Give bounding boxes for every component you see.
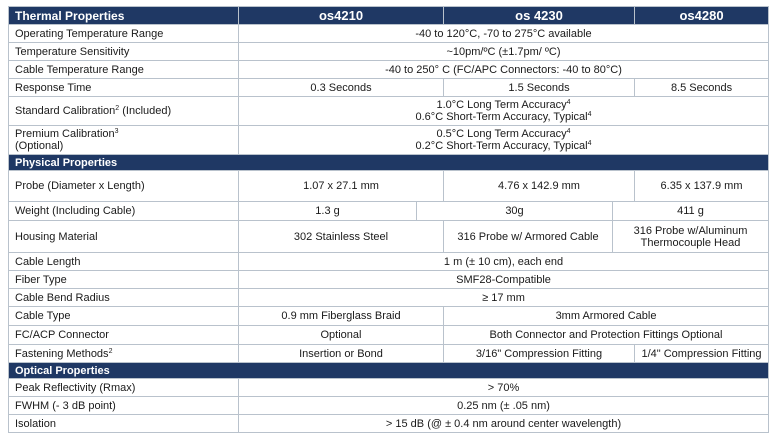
cable-length-label: Cable Length xyxy=(9,253,239,271)
weight-os4280: 411 g xyxy=(613,202,769,221)
table-row xyxy=(9,253,769,271)
table-row xyxy=(9,379,769,397)
housing-os4210: 302 Stainless Steel xyxy=(239,221,444,253)
table-header-row xyxy=(9,7,769,25)
probe-os4230: 4.76 x 142.9 mm xyxy=(444,171,635,202)
isolation-label: Isolation xyxy=(9,415,239,433)
bend-radius-value: ≥ 17 mm xyxy=(239,289,769,307)
connector-os4230-os4280: Both Connector and Protection Fittings Optional xyxy=(444,326,769,345)
temperature-sensitivity-label: Temperature Sensitivity xyxy=(9,43,239,61)
fwhm-value: 0.25 nm (± .05 nm) xyxy=(239,397,769,415)
table-row xyxy=(9,307,769,326)
table-row xyxy=(9,221,769,253)
section-header-row xyxy=(9,363,769,379)
table-row xyxy=(9,289,769,307)
table-row xyxy=(9,171,769,202)
table-row xyxy=(9,345,769,363)
cable-type-os4210: 0.9 mm Fiberglass Braid xyxy=(239,307,444,326)
connector-label: FC/ACP Connector xyxy=(9,326,239,345)
housing-os4230: 316 Probe w/ Armored Cable xyxy=(444,221,613,253)
response-time-label: Response Time xyxy=(9,79,239,97)
fastening-methods-label: Fastening Methods$^2$ xyxy=(9,345,239,363)
specifications-table xyxy=(8,6,769,433)
table-row xyxy=(9,25,769,43)
premium-calibration-label: Premium Calibration$^3$ (Optional) xyxy=(9,126,239,155)
fiber-type-value: SMF28-Compatible xyxy=(239,271,769,289)
probe-label: Probe (Diameter x Length) xyxy=(9,171,239,202)
table-row xyxy=(9,415,769,433)
isolation-value: > 15 dB (@ ± 0.4 nm around center wavelength) xyxy=(239,415,769,433)
thermal-properties-heading: Thermal Properties xyxy=(9,7,239,25)
probe-os4280: 6.35 x 137.9 mm xyxy=(635,171,769,202)
fwhm-label: FWHM (- 3 dB point) xyxy=(9,397,239,415)
column-header-os4230: os 4230 xyxy=(444,7,635,25)
cable-length-value: 1 m (± 10 cm), each end xyxy=(239,253,769,271)
cable-type-label: Cable Type xyxy=(9,307,239,326)
table-row xyxy=(9,43,769,61)
standard-calibration-label: Standard Calibration$^2$ (Included) xyxy=(9,97,239,126)
operating-temperature-value: -40 to 120°C, -70 to 275°C available xyxy=(239,25,769,43)
optical-properties-heading: Optical Properties xyxy=(9,363,769,379)
premium-calibration-value: 0.5°C Long Term Accuracy$^4$ 0.2°C Short-Term Accuracy, Typical$^4$ xyxy=(239,126,769,155)
section-header-row xyxy=(9,155,769,171)
response-time-os4280: 8.5 Seconds xyxy=(635,79,769,97)
cable-type-os4230-os4280: 3mm Armored Cable xyxy=(444,307,769,326)
temperature-sensitivity-value: ~10pm/ºC (±1.7pm/ ºC) xyxy=(239,43,769,61)
weight-os4210: 1.3 g xyxy=(239,202,417,221)
cable-temperature-value: -40 to 250° C (FC/APC Connectors: -40 to 80°C) xyxy=(239,61,769,79)
weight-os4230: 30g xyxy=(417,202,613,221)
cable-temperature-label: Cable Temperature Range xyxy=(9,61,239,79)
response-time-os4210: 0.3 Seconds xyxy=(239,79,444,97)
column-header-os4210: os4210 xyxy=(239,7,444,25)
housing-material-label: Housing Material xyxy=(9,221,239,253)
table-row xyxy=(9,61,769,79)
weight-label: Weight (Including Cable) xyxy=(9,202,239,221)
bend-radius-label: Cable Bend Radius xyxy=(9,289,239,307)
peak-reflectivity-value: > 70% xyxy=(239,379,769,397)
connector-os4210: Optional xyxy=(239,326,444,345)
probe-os4210: 1.07 x 27.1 mm xyxy=(239,171,444,202)
table-row xyxy=(9,202,769,221)
housing-os4280: 316 Probe w/Aluminum Thermocouple Head xyxy=(613,221,769,253)
table-row xyxy=(9,79,769,97)
physical-properties-heading: Physical Properties xyxy=(9,155,769,171)
operating-temperature-label: Operating Temperature Range xyxy=(9,25,239,43)
fastening-os4280: 1/4" Compression Fitting xyxy=(635,345,769,363)
fiber-type-label: Fiber Type xyxy=(9,271,239,289)
fastening-os4230: 3/16" Compression Fitting xyxy=(444,345,635,363)
table-row xyxy=(9,126,769,155)
fastening-os4210: Insertion or Bond xyxy=(239,345,444,363)
response-time-os4230: 1.5 Seconds xyxy=(444,79,635,97)
column-header-os4280: os4280 xyxy=(635,7,769,25)
table-row xyxy=(9,97,769,126)
table-row xyxy=(9,271,769,289)
table-row xyxy=(9,326,769,345)
standard-calibration-value: 1.0°C Long Term Accuracy$^4$ 0.6°C Short-Term Accuracy, Typical$^4$ xyxy=(239,97,769,126)
table-row xyxy=(9,397,769,415)
peak-reflectivity-label: Peak Reflectivity (Rmax) xyxy=(9,379,239,397)
